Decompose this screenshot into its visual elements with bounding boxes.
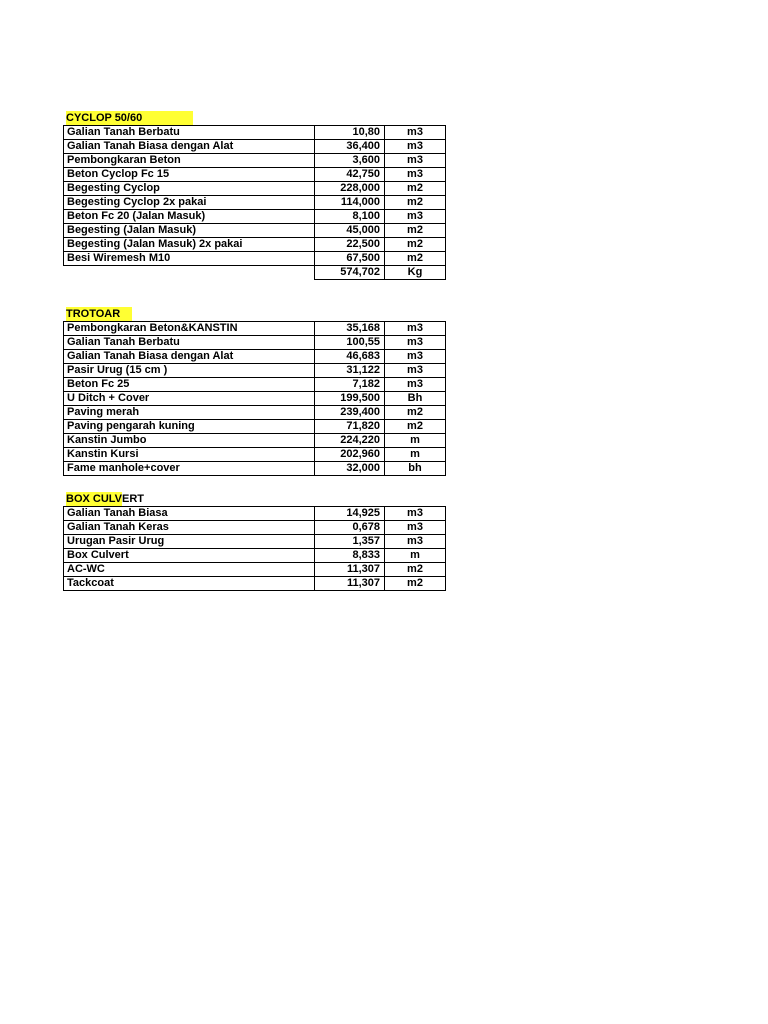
item-unit: m3: [385, 168, 446, 182]
total-blank-cell: [64, 266, 315, 280]
item-name: Fame manhole+cover: [64, 462, 315, 476]
table-row: [64, 126, 446, 140]
item-name: Galian Tanah Berbatu: [64, 126, 315, 140]
item-name: Kanstin Jumbo: [64, 434, 315, 448]
item-unit: m3: [385, 521, 446, 535]
item-quantity: 32,000: [315, 462, 385, 476]
item-unit: m3: [385, 210, 446, 224]
table-row: [64, 224, 446, 238]
item-name: Galian Tanah Berbatu: [64, 336, 315, 350]
section-title: [63, 307, 445, 321]
item-quantity: 31,122: [315, 364, 385, 378]
item-quantity: 239,400: [315, 406, 385, 420]
section-title-highlight: TROTOAR: [66, 307, 132, 321]
item-unit: m2: [385, 182, 446, 196]
item-quantity: 46,683: [315, 350, 385, 364]
item-name: Pembongkaran Beton: [64, 154, 315, 168]
item-quantity: 199,500: [315, 392, 385, 406]
table-row: [64, 210, 446, 224]
item-name: Paving merah: [64, 406, 315, 420]
section-title-highlight: BOX CULV: [66, 493, 123, 505]
item-unit: m2: [385, 224, 446, 238]
item-quantity: 1,357: [315, 535, 385, 549]
item-quantity: 10,80: [315, 126, 385, 140]
section-box-culvert: [63, 492, 445, 591]
item-unit: bh: [385, 462, 446, 476]
item-unit: m2: [385, 577, 446, 591]
section-trotoar: [63, 307, 445, 476]
table-row: [64, 336, 446, 350]
item-name: Begesting (Jalan Masuk) 2x pakai: [64, 238, 315, 252]
item-unit: m3: [385, 336, 446, 350]
item-quantity: 71,820: [315, 420, 385, 434]
section-title: [63, 492, 445, 506]
item-unit: m3: [385, 154, 446, 168]
section-title-highlight: CYCLOP 50/60: [66, 111, 193, 125]
item-name: Begesting Cyclop 2x pakai: [64, 196, 315, 210]
item-quantity: 8,100: [315, 210, 385, 224]
item-unit: m: [385, 434, 446, 448]
table-row: [64, 182, 446, 196]
item-unit: m2: [385, 420, 446, 434]
table-row: [64, 507, 446, 521]
table-row: [64, 448, 446, 462]
item-unit: m3: [385, 140, 446, 154]
item-name: Galian Tanah Biasa dengan Alat: [64, 140, 315, 154]
total-row: [64, 266, 446, 280]
item-name: Kanstin Kursi: [64, 448, 315, 462]
item-name: Begesting (Jalan Masuk): [64, 224, 315, 238]
item-quantity: 7,182: [315, 378, 385, 392]
table-row: [64, 154, 446, 168]
table-row: [64, 364, 446, 378]
table-row: [64, 434, 446, 448]
section-title: [63, 111, 445, 125]
table-row: [64, 168, 446, 182]
item-unit: m: [385, 549, 446, 563]
item-unit: m: [385, 448, 446, 462]
item-unit: m3: [385, 507, 446, 521]
item-quantity: 35,168: [315, 322, 385, 336]
table-row: [64, 521, 446, 535]
item-quantity: 45,000: [315, 224, 385, 238]
item-name: AC-WC: [64, 563, 315, 577]
item-name: Paving pengarah kuning: [64, 420, 315, 434]
item-name: Box Culvert: [64, 549, 315, 563]
table-row: [64, 420, 446, 434]
item-quantity: 11,307: [315, 563, 385, 577]
item-quantity: 8,833: [315, 549, 385, 563]
item-quantity: 202,960: [315, 448, 385, 462]
quantity-table: [63, 321, 446, 476]
item-quantity: 3,600: [315, 154, 385, 168]
item-name: Galian Tanah Biasa: [64, 507, 315, 521]
item-name: Pasir Urug (15 cm ): [64, 364, 315, 378]
item-name: U Ditch + Cover: [64, 392, 315, 406]
item-quantity: 22,500: [315, 238, 385, 252]
table-row: [64, 577, 446, 591]
item-unit: Bh: [385, 392, 446, 406]
section-cyclop: [63, 111, 445, 280]
item-unit: m3: [385, 364, 446, 378]
item-name: Beton Cyclop Fc 15: [64, 168, 315, 182]
item-unit: m3: [385, 350, 446, 364]
table-row: [64, 378, 446, 392]
item-unit: m3: [385, 322, 446, 336]
item-unit: m3: [385, 378, 446, 392]
table-row: [64, 238, 446, 252]
item-unit: m3: [385, 126, 446, 140]
quantity-table: [63, 125, 446, 280]
item-quantity: 42,750: [315, 168, 385, 182]
item-name: Pembongkaran Beton&KANSTIN: [64, 322, 315, 336]
table-row: [64, 563, 446, 577]
item-name: Beton Fc 20 (Jalan Masuk): [64, 210, 315, 224]
table-row: [64, 392, 446, 406]
table-row: [64, 350, 446, 364]
item-quantity: 228,000: [315, 182, 385, 196]
item-name: Tackcoat: [64, 577, 315, 591]
item-quantity: 14,925: [315, 507, 385, 521]
item-unit: m3: [385, 535, 446, 549]
table-row: [64, 535, 446, 549]
item-name: Galian Tanah Keras: [64, 521, 315, 535]
item-name: Begesting Cyclop: [64, 182, 315, 196]
table-row: [64, 140, 446, 154]
table-row: [64, 406, 446, 420]
item-unit: m2: [385, 563, 446, 577]
table-row: [64, 196, 446, 210]
total-unit: Kg: [385, 266, 446, 280]
table-row: [64, 322, 446, 336]
item-unit: m2: [385, 406, 446, 420]
total-quantity: 574,702: [315, 266, 385, 280]
item-quantity: 0,678: [315, 521, 385, 535]
item-unit: m2: [385, 252, 446, 266]
item-name: Urugan Pasir Urug: [64, 535, 315, 549]
item-name: Galian Tanah Biasa dengan Alat: [64, 350, 315, 364]
item-quantity: 100,55: [315, 336, 385, 350]
section-title-rest: ERT: [122, 493, 145, 505]
item-name: Besi Wiremesh M10: [64, 252, 315, 266]
table-row: [64, 549, 446, 563]
item-quantity: 224,220: [315, 434, 385, 448]
item-name: Beton Fc 25: [64, 378, 315, 392]
item-quantity: 114,000: [315, 196, 385, 210]
item-quantity: 11,307: [315, 577, 385, 591]
item-quantity: 67,500: [315, 252, 385, 266]
item-unit: m2: [385, 238, 446, 252]
quantity-table: [63, 506, 446, 591]
table-row: [64, 252, 446, 266]
item-quantity: 36,400: [315, 140, 385, 154]
item-unit: m2: [385, 196, 446, 210]
table-row: [64, 462, 446, 476]
